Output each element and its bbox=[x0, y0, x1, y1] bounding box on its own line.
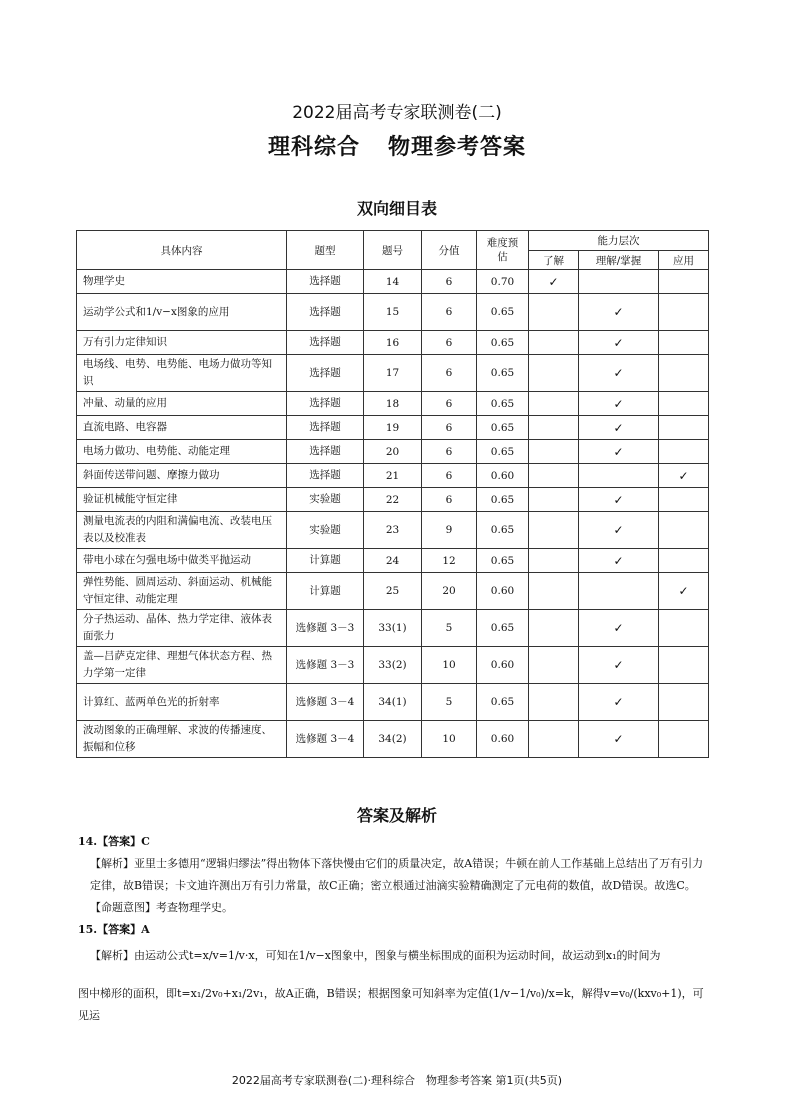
row-level-0 bbox=[529, 647, 579, 684]
row-content: 弹性势能、圆周运动、斜面运动、机械能守恒定律、动能定理 bbox=[77, 573, 287, 610]
row-difficulty: 0.65 bbox=[477, 355, 529, 392]
table-row bbox=[77, 488, 709, 512]
row-difficulty: 0.65 bbox=[477, 440, 529, 464]
q15-answer: 15.【答案】A bbox=[78, 923, 150, 936]
row-difficulty: 0.60 bbox=[477, 647, 529, 684]
row-difficulty: 0.60 bbox=[477, 573, 529, 610]
row-level-2 bbox=[659, 488, 709, 512]
table-row bbox=[77, 684, 709, 721]
row-num: 34(1) bbox=[364, 684, 422, 721]
row-level-1: ✓ bbox=[579, 392, 659, 416]
row-level-1: ✓ bbox=[579, 684, 659, 721]
row-level-0 bbox=[529, 331, 579, 355]
table-row bbox=[77, 392, 709, 416]
row-num: 20 bbox=[364, 440, 422, 464]
table-row bbox=[77, 512, 709, 549]
row-content: 物理学史 bbox=[77, 270, 287, 294]
row-num: 22 bbox=[364, 488, 422, 512]
header-ability: 能力层次 bbox=[529, 231, 709, 251]
row-difficulty: 0.65 bbox=[477, 488, 529, 512]
row-level-2 bbox=[659, 647, 709, 684]
row-difficulty: 0.65 bbox=[477, 392, 529, 416]
row-num: 23 bbox=[364, 512, 422, 549]
q14-intent: 【命题意图】考查物理学史。 bbox=[90, 901, 233, 914]
row-level-2 bbox=[659, 416, 709, 440]
row-type: 选择题 bbox=[287, 416, 364, 440]
row-level-1 bbox=[579, 464, 659, 488]
header-score: 分值 bbox=[422, 231, 477, 270]
row-num: 17 bbox=[364, 355, 422, 392]
row-type: 选修题 3－4 bbox=[287, 684, 364, 721]
row-num: 21 bbox=[364, 464, 422, 488]
row-level-0 bbox=[529, 392, 579, 416]
row-difficulty: 0.70 bbox=[477, 270, 529, 294]
subject-title-main: 理科综合 bbox=[267, 135, 360, 160]
row-score: 10 bbox=[422, 721, 477, 758]
table-row bbox=[77, 721, 709, 758]
table-title: 双向细目表 bbox=[356, 199, 437, 218]
row-level-0 bbox=[529, 549, 579, 573]
row-level-0 bbox=[529, 488, 579, 512]
row-score: 5 bbox=[422, 610, 477, 647]
row-level-0 bbox=[529, 416, 579, 440]
row-level-0 bbox=[529, 684, 579, 721]
exam-title: 2022届高考专家联测卷(二) bbox=[292, 103, 502, 123]
row-level-2 bbox=[659, 610, 709, 647]
row-level-1: ✓ bbox=[579, 647, 659, 684]
row-level-0 bbox=[529, 512, 579, 549]
row-score: 6 bbox=[422, 464, 477, 488]
row-difficulty: 0.65 bbox=[477, 610, 529, 647]
header-level-2: 应用 bbox=[659, 251, 709, 270]
row-level-2 bbox=[659, 392, 709, 416]
row-type: 计算题 bbox=[287, 573, 364, 610]
row-content: 计算红、蓝两单色光的折射率 bbox=[77, 684, 287, 721]
row-num: 15 bbox=[364, 294, 422, 331]
row-score: 9 bbox=[422, 512, 477, 549]
row-level-1: ✓ bbox=[579, 440, 659, 464]
row-type: 选择题 bbox=[287, 331, 364, 355]
row-num: 16 bbox=[364, 331, 422, 355]
row-level-2 bbox=[659, 355, 709, 392]
row-difficulty: 0.65 bbox=[477, 294, 529, 331]
row-content: 验证机械能守恒定律 bbox=[77, 488, 287, 512]
row-type: 选修题 3－4 bbox=[287, 721, 364, 758]
row-content: 斜面传送带问题、摩擦力做功 bbox=[77, 464, 287, 488]
row-level-2 bbox=[659, 684, 709, 721]
row-level-0 bbox=[529, 294, 579, 331]
row-score: 10 bbox=[422, 647, 477, 684]
row-type: 实验题 bbox=[287, 512, 364, 549]
table-row bbox=[77, 355, 709, 392]
row-num: 34(2) bbox=[364, 721, 422, 758]
row-num: 18 bbox=[364, 392, 422, 416]
header-num: 题号 bbox=[364, 231, 422, 270]
row-type: 选择题 bbox=[287, 294, 364, 331]
row-score: 20 bbox=[422, 573, 477, 610]
row-difficulty: 0.65 bbox=[477, 416, 529, 440]
row-difficulty: 0.65 bbox=[477, 684, 529, 721]
row-type: 选择题 bbox=[287, 392, 364, 416]
header-type: 题型 bbox=[287, 231, 364, 270]
row-type: 选修题 3－3 bbox=[287, 610, 364, 647]
spec-table bbox=[76, 230, 709, 758]
table-row bbox=[77, 464, 709, 488]
subject-title-sub: 物理参考答案 bbox=[388, 135, 527, 160]
row-score: 12 bbox=[422, 549, 477, 573]
q14-analysis: 【解析】亚里士多德用“逻辑归缪法”得出物体下落快慢由它们的质量决定，故A错误；牛顿在前人工作基础上总结出了万有引力定律，故B错误；卡文迪许测出万有引力常量，故C正确；密立根通过油滴实验精确测定了元电荷的数值，故D错误。故选C。 bbox=[90, 857, 704, 892]
row-difficulty: 0.60 bbox=[477, 721, 529, 758]
row-content: 带电小球在匀强电场中做类平抛运动 bbox=[77, 549, 287, 573]
q14-answer: 14.【答案】C bbox=[78, 835, 150, 848]
row-score: 5 bbox=[422, 684, 477, 721]
row-type: 选择题 bbox=[287, 270, 364, 294]
row-level-2: ✓ bbox=[659, 573, 709, 610]
row-difficulty: 0.65 bbox=[477, 549, 529, 573]
row-num: 14 bbox=[364, 270, 422, 294]
row-level-1 bbox=[579, 573, 659, 610]
row-type: 选修题 3－3 bbox=[287, 647, 364, 684]
row-content: 盖—吕萨克定律、理想气体状态方程、热力学第一定律 bbox=[77, 647, 287, 684]
row-content: 冲量、动量的应用 bbox=[77, 392, 287, 416]
row-difficulty: 0.60 bbox=[477, 464, 529, 488]
row-level-1: ✓ bbox=[579, 721, 659, 758]
table-row bbox=[77, 610, 709, 647]
row-level-2 bbox=[659, 549, 709, 573]
row-content: 电场线、电势、电势能、电场力做功等知识 bbox=[77, 355, 287, 392]
header-level-0: 了解 bbox=[529, 251, 579, 270]
header-content: 具体内容 bbox=[77, 231, 287, 270]
row-type: 实验题 bbox=[287, 488, 364, 512]
row-level-2: ✓ bbox=[659, 464, 709, 488]
row-level-1: ✓ bbox=[579, 416, 659, 440]
row-level-1: ✓ bbox=[579, 355, 659, 392]
row-level-0 bbox=[529, 464, 579, 488]
q15-analysis-line2: 图中梯形的面积，即t=x₁/2v₀+x₁/2v₁，故A正确，B错误；根据图象可知斜率为定值(1/v−1/v₀)/x=k，解得v=v₀/(kxv₀+1)，可见运 bbox=[78, 987, 704, 1022]
subject-title bbox=[0, 130, 794, 161]
q15-analysis-line1: 【解析】由运动公式t=x/v=1/v·x，可知在1/v−x图象中，图象与横坐标围成的面积为运动时间，故运动到x₁的时间为 bbox=[90, 949, 661, 962]
row-level-1: ✓ bbox=[579, 512, 659, 549]
row-content: 分子热运动、晶体、热力学定律、液体表面张力 bbox=[77, 610, 287, 647]
row-level-1: ✓ bbox=[579, 294, 659, 331]
row-content: 电场力做功、电势能、动能定理 bbox=[77, 440, 287, 464]
row-level-1: ✓ bbox=[579, 610, 659, 647]
row-type: 选择题 bbox=[287, 355, 364, 392]
row-level-0: ✓ bbox=[529, 270, 579, 294]
table-row bbox=[77, 294, 709, 331]
row-level-1 bbox=[579, 270, 659, 294]
row-level-2 bbox=[659, 440, 709, 464]
row-content: 直流电路、电容器 bbox=[77, 416, 287, 440]
table-row bbox=[77, 416, 709, 440]
row-level-1: ✓ bbox=[579, 331, 659, 355]
table-row bbox=[77, 331, 709, 355]
row-level-0 bbox=[529, 721, 579, 758]
row-difficulty: 0.65 bbox=[477, 331, 529, 355]
row-score: 6 bbox=[422, 355, 477, 392]
row-difficulty: 0.65 bbox=[477, 512, 529, 549]
row-level-0 bbox=[529, 573, 579, 610]
row-type: 计算题 bbox=[287, 549, 364, 573]
header-difficulty: 难度预估 bbox=[477, 231, 529, 270]
row-level-1: ✓ bbox=[579, 488, 659, 512]
row-score: 6 bbox=[422, 331, 477, 355]
row-level-2 bbox=[659, 270, 709, 294]
row-content: 万有引力定律知识 bbox=[77, 331, 287, 355]
row-score: 6 bbox=[422, 392, 477, 416]
table-row bbox=[77, 549, 709, 573]
row-level-1: ✓ bbox=[579, 549, 659, 573]
row-num: 25 bbox=[364, 573, 422, 610]
answers-title: 答案及解析 bbox=[356, 806, 437, 825]
row-content: 波动图象的正确理解、求波的传播速度、振幅和位移 bbox=[77, 721, 287, 758]
row-level-2 bbox=[659, 294, 709, 331]
header-level-1: 理解/掌握 bbox=[579, 251, 659, 270]
row-level-2 bbox=[659, 721, 709, 758]
row-num: 24 bbox=[364, 549, 422, 573]
row-content: 运动学公式和1/v−x图象的应用 bbox=[77, 294, 287, 331]
row-num: 33(2) bbox=[364, 647, 422, 684]
row-level-0 bbox=[529, 355, 579, 392]
row-num: 19 bbox=[364, 416, 422, 440]
row-score: 6 bbox=[422, 440, 477, 464]
row-num: 33(1) bbox=[364, 610, 422, 647]
row-level-0 bbox=[529, 610, 579, 647]
page-footer: 2022届高考专家联测卷(二)·理科综合 物理参考答案 第1页(共5页) bbox=[231, 1074, 563, 1087]
table-row bbox=[77, 440, 709, 464]
row-content: 测量电流表的内阻和满偏电流、改装电压表以及校准表 bbox=[77, 512, 287, 549]
row-type: 选择题 bbox=[287, 440, 364, 464]
row-score: 6 bbox=[422, 294, 477, 331]
row-level-2 bbox=[659, 512, 709, 549]
answers-body bbox=[78, 831, 714, 1027]
table-row bbox=[77, 270, 709, 294]
row-level-2 bbox=[659, 331, 709, 355]
row-score: 6 bbox=[422, 270, 477, 294]
row-score: 6 bbox=[422, 488, 477, 512]
table-row bbox=[77, 647, 709, 684]
row-type: 选择题 bbox=[287, 464, 364, 488]
row-level-0 bbox=[529, 440, 579, 464]
table-row bbox=[77, 573, 709, 610]
row-score: 6 bbox=[422, 416, 477, 440]
